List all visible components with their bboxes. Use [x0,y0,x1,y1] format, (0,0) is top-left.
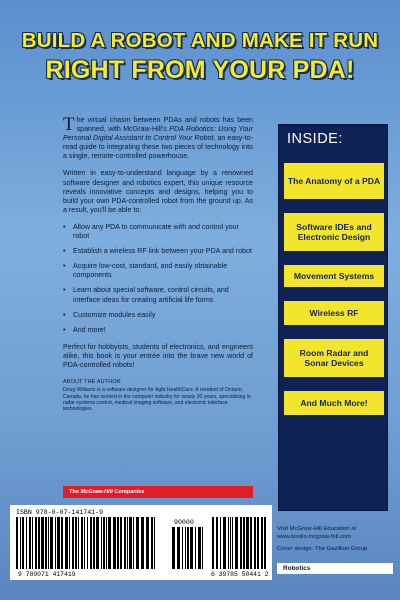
author-heading: ABOUT THE AUTHOR [63,379,121,386]
intro-paragraph [63,116,253,161]
paragraph-2: Written in easy-to-understand language by a renowned software designer and robotics expert, this unique resource reveals innovative concepts and designs, helping you to build your own PDA-controlled robot from the ground up. As a result, you'll be able to: [63,169,253,214]
publisher-info [277,526,395,554]
inside-item: The Anatomy of a PDA [284,163,384,199]
ean-digits: 9 780071 417419 [18,571,76,578]
description-column [63,116,253,413]
price-barcode-icon [172,527,206,569]
inside-item: Wireless RF [284,301,384,325]
publisher-bar: The McGraw-Hill Companies [63,486,253,498]
list-item: • Acquire low-cost, standard, and easily obtainable components [63,262,253,280]
list-item: • Establish a wireless RF link between your PDA and robot [63,247,253,256]
intro-text-before: he virtual chasm between PDAs and robots has been spanned, with McGraw-Hill's [76,116,253,134]
list-item: • Learn about special software, control circuits, and interface ideas for creating artificial life forms [63,286,253,304]
isbn-text: ISBN 978-0-07-141741-9 [16,509,104,516]
inside-item: And Much More! [284,391,384,415]
inside-title: INSIDE: [287,131,343,147]
inside-item: Room Radar and Sonar Devices [284,339,384,377]
upc-barcode-icon [212,517,268,569]
list-item: • Customize modules easily [63,311,253,320]
feature-list [63,223,253,335]
upc-digits: 6 39785 50441 2 [211,571,269,578]
inside-item: Movement Systems [284,265,384,287]
drop-cap: T [63,114,75,135]
website-text: Visit McGraw-Hill Education at www.books.mcgraw-hill.com [277,526,357,540]
cover-design-credit: Cover design: The Gazillion Group [277,546,368,553]
author-bio: Doug Williams is a software designer for Agfa HealthCare. A resident of Ontario, Canada, he has worked in the computer industry for nearly 30 years, specializing in radar systems control, medical imaging software, and electronic interface technologies. [63,387,251,413]
headline-line-1: BUILD A ROBOT AND MAKE IT RUN [21,29,379,52]
barcode-area [10,505,272,580]
ean-barcode-icon [16,517,158,569]
closing-paragraph: Perfect for hobbyists, students of electronics, and engineers alike, this book is your entrée into the brave new world of PDA-controlled robots! [63,342,253,369]
list-item: • And more! [63,326,253,335]
headline [0,28,400,86]
inside-item: Software IDEs and Electronic Design [284,213,384,251]
intro-text-after: , an easy-to-read guide to integrating these two pieces of technology into a single, remote-controlled powerhouse. [63,134,253,161]
price-code: 90000 [174,519,194,526]
list-item: • Allow any PDA to communicate with and control your robot [63,223,253,241]
headline-line-2: RIGHT FROM YOUR PDA! [45,56,355,84]
category-label: Robotics [277,563,393,574]
intro-book-title: PDA Robotics: Using Your Personal Digital Assistant to Control Your Robot [63,125,253,143]
inside-panel [278,124,388,511]
